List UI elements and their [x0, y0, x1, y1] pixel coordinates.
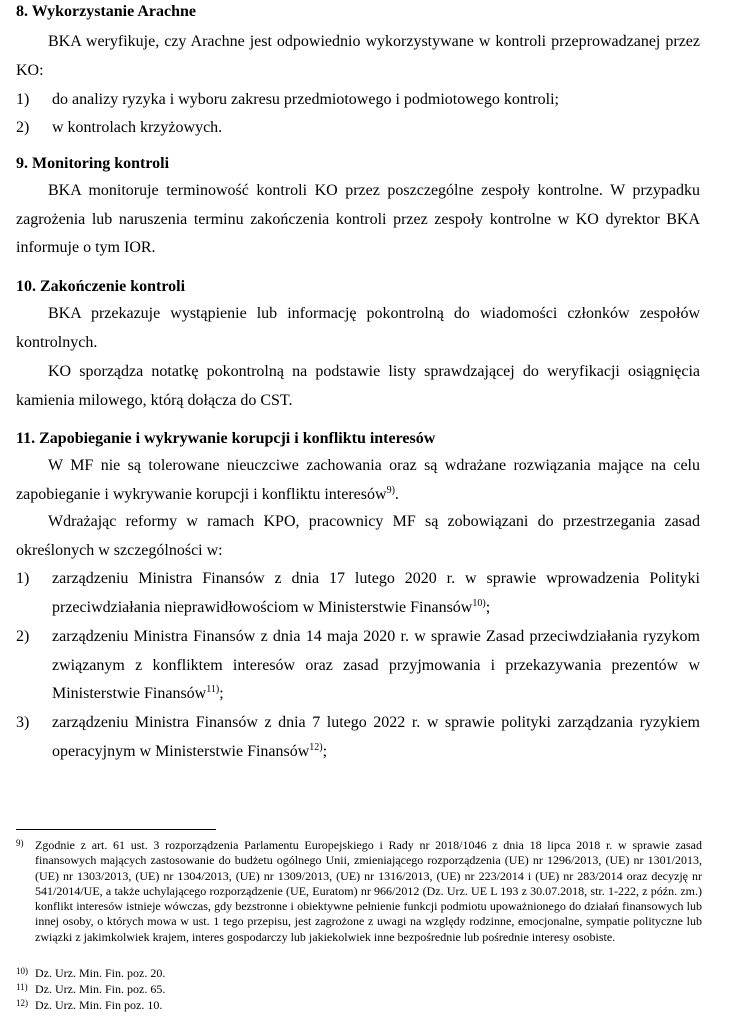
list-item-text — [52, 709, 700, 766]
list-item-body: zarządzeniu Ministra Finansów z dnia 7 lutego 2022 r. w sprawie polityki zarządzania ryzykiem operacyjnym w Ministerstwie Finansów — [52, 714, 700, 760]
footnote-reference: 9) — [386, 484, 395, 496]
list-item — [16, 623, 700, 709]
footnote-number: 9) — [16, 838, 24, 848]
section-11-paragraph-1 — [16, 452, 700, 509]
section-9-body: BKA monitoruje terminowość kontroli KO przez poszczególne zespoły kontrolne. W przypadku zagrożenia lub naruszenia terminu zakończenia kontroli przez zespoły kontrolne w KO dyrektor BKA informuje o tym IOR. — [16, 182, 700, 257]
list-item-body: zarządzeniu Ministra Finansów z dnia 17 lutego 2020 r. w sprawie wprowadzenia Polityki przeciwdziałania nieprawidłowościom w Ministerstwie Finansów — [52, 570, 700, 616]
list-item — [16, 709, 700, 766]
list-item-number: 3) — [16, 714, 30, 731]
list-item — [16, 114, 700, 143]
footnote-number: 11) — [16, 982, 28, 992]
footnote-text: Dz. Urz. Min. Fin. poz. 65. — [35, 982, 166, 996]
paragraph-end: . — [394, 485, 399, 503]
footnote — [16, 998, 702, 1013]
footnote-text: Dz. Urz. Min. Fin poz. 10. — [35, 998, 163, 1012]
footnote-number: 10) — [16, 966, 28, 976]
list-item-text — [52, 623, 700, 709]
section-11-heading: 11. Zapobieganie i wykrywanie korupcji i konfliktu interesów — [16, 430, 436, 447]
section-10-paragraph-2: KO sporządza notatkę pokontrolną na podstawie listy sprawdzającej do weryfikacji osiągnięcia kamienia milowego, którą dołącza do CST. — [16, 363, 700, 409]
list-item — [16, 86, 700, 115]
footnote-text: Dz. Urz. Min. Fin. poz. 20. — [35, 966, 166, 980]
paragraph-text: W MF nie są tolerowane nieuczciwe zachowania oraz są wdrażane rozwiązania mające na celu zapobieganie i wykrywanie korupcji i konfliktu interesów — [16, 457, 700, 503]
footnote-text: Zgodnie z art. 61 ust. 3 rozporządzenia Parlamentu Europejskiego i Rady nr 2018/1046 z dnia 18 lipca 2018 r. w sprawie zasad finansowych mających zastosowanie do budżetu ogólnego Unii, zmieniającego rozporządzenia (UE) nr 1296/2013, (UE) nr 1301/2013, (UE) nr 1303/2013, (UE) nr 1304/2013, (UE) nr 1309/2013, (UE) nr 1316/2013, (UE) nr 223/2014 i (UE) nr 283/2014 oraz decyzję nr 541/2014/UE, a także uchylającego rozporządzenie (UE, Euratom) nr 966/2012 (Dz. Urz. UE L 193 z 30.07.2018, str. 1-222, z późn. zm.) konflikt interesów istnieje wówczas, gdy bezstronne i obiektywne pełnienie funkcji podmiotu upoważnionego do działań finansowych lub innej osoby, o których mowa w ust. 1 tego przepisu, jest zagrożone z uwagi na względy rodzinne, emocjonalne, sympatie polityczne lub związki z jakimkolwiek krajem, interes gospodarczy lub jakiekolwiek inne bezpośrednie lub pośrednie interesy osobiste. — [35, 838, 702, 944]
list-item-end: ; — [219, 685, 224, 703]
list-item-text: do analizy ryzyka i wyboru zakresu przedmiotowego i podmiotowego kontroli; — [52, 91, 559, 108]
section-10-paragraph-1: BKA przekazuje wystąpienie lub informację pokontrolną do wiadomości członków zespołów kontrolnych. — [16, 305, 700, 351]
list-item-number: 1) — [16, 91, 30, 108]
list-item — [16, 565, 700, 622]
footnote — [16, 838, 702, 945]
section-8-heading: 8. Wykorzystanie Arachne — [16, 3, 196, 20]
section-9-heading: 9. Monitoring kontroli — [16, 155, 170, 172]
list-item-end: ; — [322, 742, 328, 760]
footnote-reference: 12) — [309, 741, 323, 753]
section-10-heading: 10. Zakończenie kontroli — [16, 278, 186, 295]
list-item-body: zarządzeniu Ministra Finansów z dnia 14 maja 2020 r. w sprawie Zasad przeciwdziałania ryzykom związanym z konfliktem interesów oraz zasad przyjmowania i przekazywania prezentów w Ministerstwie Finansów — [52, 628, 700, 703]
footnote-separator — [16, 829, 216, 830]
list-item-end: ; — [485, 598, 491, 616]
footnote-number: 12) — [16, 998, 28, 1008]
footnote-reference: 11) — [206, 684, 220, 696]
footnote-reference: 10) — [472, 597, 486, 609]
footnote — [16, 966, 702, 981]
list-item-number: 2) — [16, 119, 30, 136]
section-8-intro: BKA weryfikuje, czy Arachne jest odpowiednio wykorzystywane w kontroli przeprowadzanej przez KO: — [16, 33, 700, 79]
list-item-number: 1) — [16, 570, 30, 587]
footnote — [16, 982, 702, 997]
list-item-text — [52, 565, 700, 622]
list-item-number: 2) — [16, 628, 30, 645]
section-11-paragraph-2: Wdrażając reformy w ramach KPO, pracownicy MF są zobowiązani do przestrzegania zasad określonych w szczególności w: — [16, 513, 700, 559]
list-item-text: w kontrolach krzyżowych. — [52, 119, 223, 136]
